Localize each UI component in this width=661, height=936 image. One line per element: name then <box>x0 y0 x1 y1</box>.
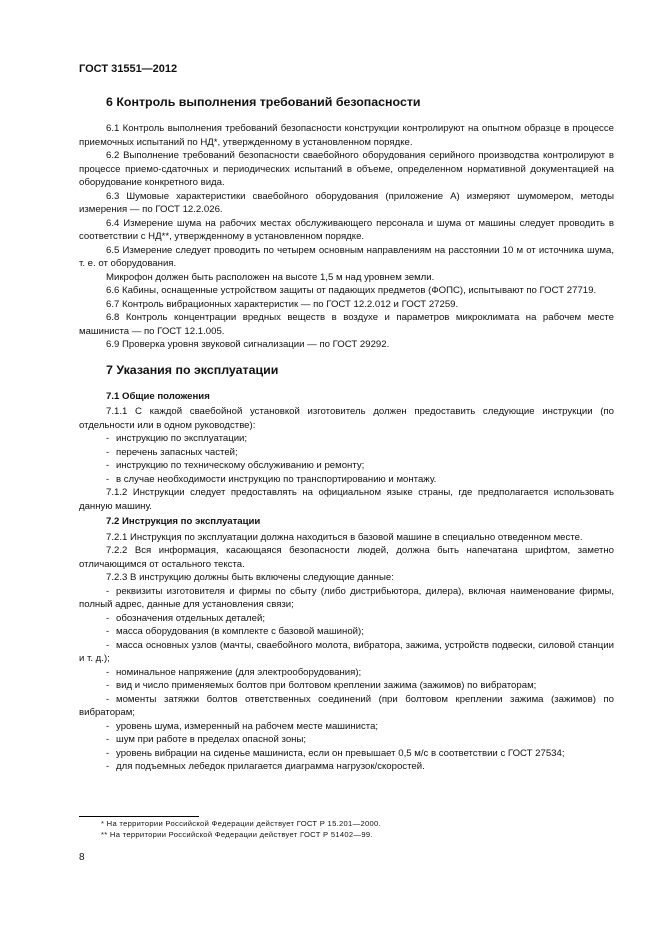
list-item: - инструкцию по техническому обслуживанию и ремонту; <box>79 459 614 473</box>
footnote-2: ** На территории Российской Федерации действует ГОСТ Р 51402—99. <box>101 830 373 839</box>
subsection-7-1-title: 7.1 Общие положения <box>106 390 210 402</box>
list-item: - перечень запасных частей; <box>79 446 614 460</box>
document-header: ГОСТ 31551—2012 <box>79 63 178 75</box>
list-item: - уровень шума, измеренный на рабочем месте машиниста; <box>79 720 614 734</box>
paragraph-6-8: 6.8 Контроль концентрации вредных веществ в воздухе и параметров микроклимата на рабочем месте машиниста — по ГОСТ 12.1.005. <box>79 312 614 337</box>
paragraph-6-5: 6.5 Измерение следует проводить по четырем основным направлениям на расстоянии 10 м от источника шума, т. е. от оборудования. <box>79 244 614 269</box>
paragraph-7-2-3: 7.2.3 В инструкцию должны быть включены следующие данные: <box>106 572 394 583</box>
list-item: - уровень вибрации на сиденье машиниста, если он превышает 0,5 м/с в соответствии с ГОСТ 27534; <box>79 747 614 761</box>
footnote-divider <box>79 816 199 817</box>
paragraph-6-6: 6.6 Кабины, оснащенные устройством защиты от падающих предметов (ФОПС), испытывают по ГОСТ 27719. <box>106 285 597 296</box>
paragraph-6-3: 6.3 Шумовые характеристики сваебойного оборудования (приложение А) измеряют шумомером, методы измерения — по ГОСТ 12.2.026. <box>79 190 614 215</box>
paragraph-7-2-2: 7.2.2 Вся информация, касающаяся безопасности людей, должна быть напечатана шрифтом, заметно отличающимся от остального текста. <box>79 545 614 570</box>
list-item: - для подъемных лебедок прилагается диаграмма нагрузок/скоростей. <box>79 760 614 774</box>
paragraph-7-1-2: 7.1.2 Инструкции следует предоставлять на официальном языке страны, где предполагается использовать данную машину. <box>79 487 614 512</box>
page-number: 8 <box>79 852 85 863</box>
paragraph-6-7: 6.7 Контроль вибрационных характеристик — по ГОСТ 12.2.012 и ГОСТ 27259. <box>106 298 459 310</box>
instructions-list <box>79 432 614 486</box>
paragraph-6-2: 6.2 Выполнение требований безопасности сваебойного оборудования серийного производства контролируют в процессе приемо-сдаточных и периодических испытаний в объеме, определенном нормативной документацией на оборудование конкретного вида. <box>79 150 614 188</box>
paragraph-6-9: 6.9 Проверка уровня звуковой сигнализации — по ГОСТ 29292. <box>106 339 390 350</box>
list-item: - обозначения отдельных деталей; <box>79 612 614 626</box>
footnote-1: * На территории Российской Федерации действует ГОСТ Р 15.201—2000. <box>101 819 381 828</box>
paragraph-6-4: 6.4 Измерение шума на рабочих местах обслуживающего персонала и шума от машины следует проводить в соответствии с НД**, утвержденному в установленном порядке. <box>79 217 614 242</box>
list-item: - в случае необходимости инструкцию по транспортированию и монтажу. <box>79 473 614 487</box>
manual-data-list <box>79 585 614 774</box>
list-item: - вид и число применяемых болтов при болтовом креплении зажима (зажимов) по вибраторам; <box>79 679 614 693</box>
section-6-title: 6 Контроль выполнения требований безопасности <box>106 95 421 109</box>
list-item: - реквизиты изготовителя и фирмы по сбыту (либо дистрибьютора, дилера), включая наименование фирмы, полный адрес, данные для установления связи; <box>79 585 614 612</box>
list-item: - моменты затяжки болтов ответственных соединений (при болтовом креплении зажима (зажимов) по вибраторам; <box>79 693 614 720</box>
list-item: - инструкцию по эксплуатации; <box>79 432 614 446</box>
paragraph-7-2-1: 7.2.1 Инструкция по эксплуатации должна находиться в базовой машине в специально отведенном месте. <box>106 531 583 543</box>
list-item: - масса основных узлов (мачты, сваебойного молота, вибратора, зажима, устройств подвески, силовой станции и т. д.); <box>79 639 614 666</box>
section-7-title: 7 Указания по эксплуатации <box>106 362 279 377</box>
paragraph-6-1: 6.1 Контроль выполнения требований безопасности конструкции контролируют на опытном образце в процессе приемочных испытаний по НД*, утвержденному в установленном порядке. <box>79 123 614 148</box>
paragraph-7-1-1: 7.1.1 С каждой сваебойной установкой изготовитель должен предоставить следующие инструкции (по отдельности или в одном руководстве): <box>79 406 614 431</box>
paragraph-microphone: Микрофон должен быть расположен на высоте 1,5 м над уровнем земли. <box>106 271 435 283</box>
list-item: - шум при работе в пределах опасной зоны; <box>79 733 614 747</box>
footnotes <box>79 818 614 840</box>
list-item: - номинальное напряжение (для электрооборудования); <box>79 666 614 680</box>
page-content <box>79 94 614 774</box>
list-item: - масса оборудования (в комплекте с базовой машиной); <box>79 625 614 639</box>
subsection-7-2-title: 7.2 Инструкция по эксплуатации <box>106 516 261 527</box>
